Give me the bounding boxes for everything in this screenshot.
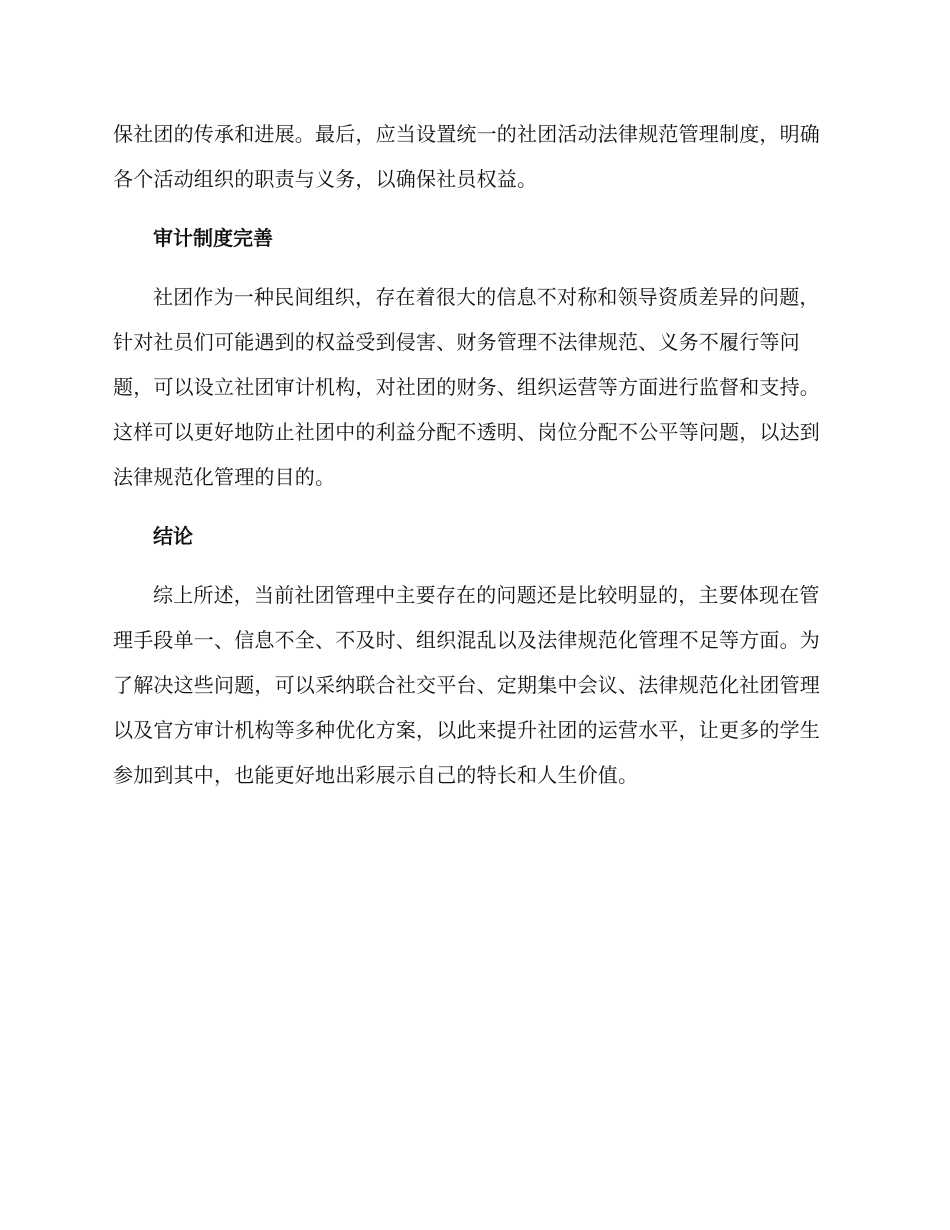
audit-paragraph: 社团作为一种民间组织，存在着很大的信息不对称和领导资质差异的问题，针对社员们可能遇到的权益受到侵害、财务管理不法律规范、义务不履行等问题，可以设立社团审计机构，对社团的财务、组织运营等方面进行监督和支持。这样可以更好地防止社团中的利益分配不透明、岗位分配不公平等问题，以达到法律规范化管理的目的。 xyxy=(113,285,820,489)
section-heading-conclusion: 结论 xyxy=(153,524,193,548)
intro-paragraph: 保社团的传承和进展。最后，应当设置统一的社团活动法律规范管理制度，明确各个活动组织的职责与义务，以确保社员权益。 xyxy=(113,122,820,191)
conclusion-paragraph: 综上所述，当前社团管理中主要存在的问题还是比较明显的，主要体现在管理手段单一、信息不全、不及时、组织混乱以及法律规范化管理不足等方面。为了解决这些问题，可以采纳联合社交平台、定期集中会议、法律规范化社团管理以及官方审计机构等多种优化方案，以此来提升社团的运营水平，让更多的学生参加到其中，也能更好地出彩展示自己的特长和人生价值。 xyxy=(113,583,820,787)
section-heading-audit: 审计制度完善 xyxy=(153,226,273,250)
